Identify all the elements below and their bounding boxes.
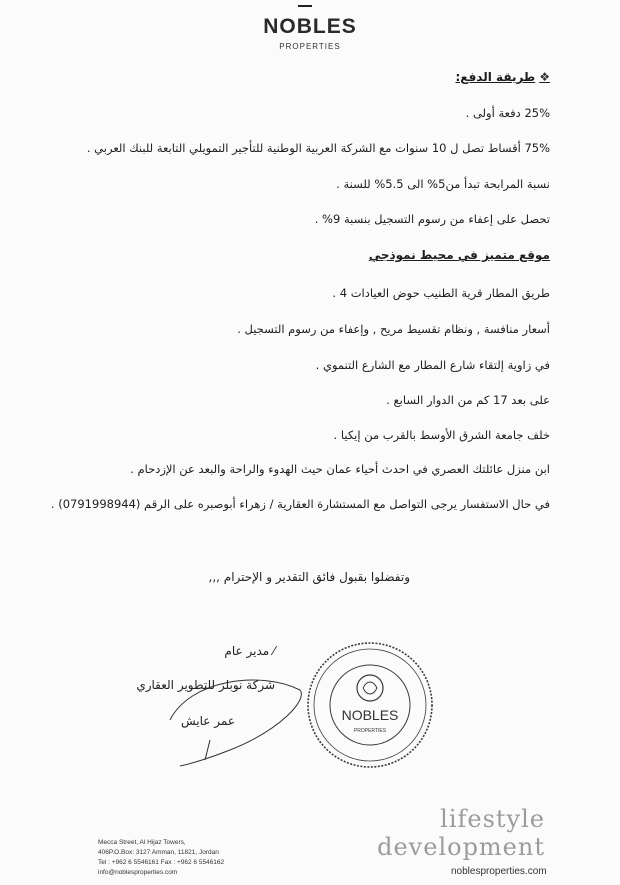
signatory-title: ⁄ مدير عام [224, 644, 275, 658]
location-line: في زاوية إلتقاء شارع المطار مع الشارع التنموي . [315, 358, 550, 372]
footer-website: noblesproperties.com [451, 866, 547, 877]
inquiry-line: في حال الاستفسار يرجى التواصل مع المستشارة العقارية / زهراء أبوصبره على الرقم (0791998944) . [50, 497, 550, 511]
location-line: على بعد 17 كم من الدوار السابع . [386, 393, 550, 407]
payment-line: 75% أقساط تصل ل 10 سنوات مع الشركة العربية الوطنية للتأجير التمويلي التابعة للبنك العربي . [86, 141, 550, 155]
payment-line: 25% دفعة أولى . [465, 106, 550, 120]
payment-line: تحصل على إعفاء من رسوم التسجيل بنسبة 9% . [314, 212, 550, 226]
location-line: ابن منزل عائلتك العصري في احدث أحياء عمان حيث الهدوء والراحة والبعد عن الإزدحام . [130, 462, 550, 476]
pen-mark-icon: ⁄ [269, 644, 275, 658]
svg-text:PROPERTIES: PROPERTIES [353, 728, 387, 734]
brand-logo-sub: PROPERTIES [279, 42, 341, 51]
location-line: أسعار منافسة , ونظام تقسيط مريح , وإعفاء من رسوم التسجيل . [237, 322, 550, 336]
footer-address: Mecca Street, Al Hijaz Towers, 406P.O.Box: 3127 Amman, 11821, Jordan Tel : +962 6 5546161 Fax : +962 6 5546162 info@noblesproperties.com [98, 839, 225, 876]
star-bullet-icon: ❖ [539, 70, 550, 84]
company-seal-stamp [305, 640, 435, 770]
brand-logo-name: NOBLES [263, 15, 357, 38]
location-line: طريق المطار قرية الطنيب حوض العيادات 4 . [332, 286, 550, 300]
letter-page: NOBLES PROPERTIES ❖طريقة الدفع: 25% دفعة أولى . 75% أقساط تصل ل 10 سنوات مع الشركة العربية الوطنية للتأجير التمويلي التابعة للبنك العربي . نسبة المرابحة تبدأ من5% الى 5.5% للسنة . تحصل على إعفاء من رسوم التسجيل بنسبة 9% . موقع متميز في محيط نموذجي طريق المطار قرية الطنيب حوض العيادات 4 . أسعار منافسة , ونظام تقسيط مريح , وإعفاء من رسوم التسجيل . في زاوية إلتقاء شارع المطار مع الشارع التنموي . على بعد 17 كم من الدوار السابع . خلف جامعة الشرق الأوسط بالقرب من إيكيا . ابن منزل عائلتك العصري في احدث أحياء عمان حيث الهدوء والراحة والبعد عن الإزدحام . في حال الاستفسار يرجى التواصل مع المستشارة العقارية / زهراء أبوصبره على الرقم (0791998944) . وتفضلوا بقبول فائق التقدير و الإحترام ,,, ⁄ مدير عام شركة نوبلز للتطوير العقاري عمر عايش NOBLES PROPERTIES Mecca Street, Al Hijaz Towers, 406P.O.Box: 3127 Amman, 11821, Jordan Tel : +962 6 5546161 Fax : +962 6 5546162 info@noblesproperties.com lifestyle development noblesproperties.com [0, 0, 620, 885]
signatory-company: شركة نوبلز للتطوير العقاري [136, 678, 275, 692]
payment-line: نسبة المرابحة تبدأ من5% الى 5.5% للسنة . [336, 177, 550, 191]
location-heading: موقع متميز في محيط نموذجي [368, 248, 550, 262]
payment-heading: ❖طريقة الدفع: [455, 70, 550, 84]
location-line: خلف جامعة الشرق الأوسط بالقرب من إيكيا . [333, 428, 550, 442]
sign-off: وتفضلوا بقبول فائق التقدير و الإحترام ,,, [208, 570, 410, 584]
svg-text:NOBLES: NOBLES [341, 707, 399, 723]
signatory-name: عمر عايش [181, 714, 235, 728]
top-mark [298, 5, 312, 7]
